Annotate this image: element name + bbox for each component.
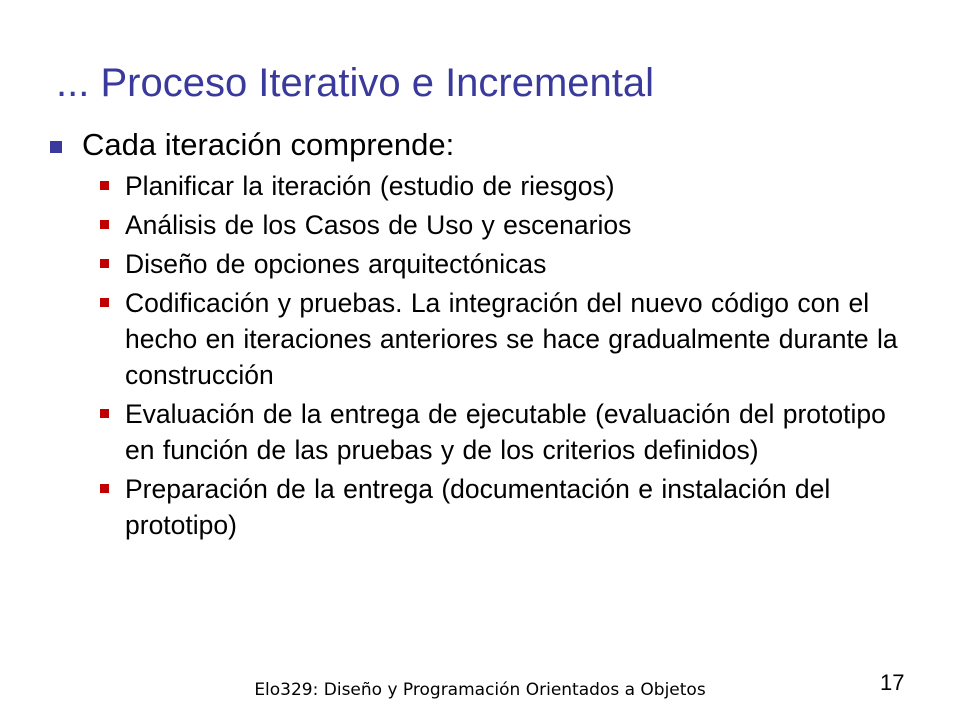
sub-bullet-item [125, 207, 905, 243]
sub-bullet-text: Preparación de la entrega (documentación e instalación del prototipo) [125, 474, 831, 540]
square-bullet-icon [100, 484, 109, 493]
square-bullet-icon [50, 141, 62, 153]
square-bullet-icon [100, 220, 109, 229]
main-bullet-text: Cada iteración comprende: [82, 127, 455, 162]
slide-title: ... Proceso Iterativo e Incremental [56, 61, 655, 105]
sub-bullet-item [125, 396, 905, 468]
square-bullet-icon [100, 259, 109, 268]
sub-bullet-item [125, 285, 905, 393]
footer-course-title: Elo329: Diseño y Programación Orientados a Objetos [254, 680, 706, 700]
main-bullet-item [84, 126, 904, 164]
sub-bullet-item [125, 246, 905, 282]
sub-bullet-list [84, 168, 905, 543]
page-number: 17 [880, 670, 905, 695]
sub-bullet-item [125, 168, 905, 204]
sub-bullet-text: Planificar la iteración (estudio de riesgos) [125, 171, 615, 201]
square-bullet-icon [100, 298, 109, 307]
bullet-list [84, 126, 904, 546]
sub-bullet-text: Diseño de opciones arquitectónicas [125, 249, 547, 279]
sub-bullet-text: Análisis de los Casos de Uso y escenarios [125, 210, 632, 240]
sub-bullet-text: Evaluación de la entrega de ejecutable (evaluación del prototipo en función de las pruebas y de los criterios definidos) [125, 399, 886, 465]
square-bullet-icon [100, 181, 109, 190]
sub-bullet-text: Codificación y pruebas. La integración del nuevo código con el hecho en iteraciones anteriores se hace gradualmente durante la construcción [125, 288, 898, 390]
square-bullet-icon [100, 409, 109, 418]
sub-bullet-item [125, 471, 905, 543]
